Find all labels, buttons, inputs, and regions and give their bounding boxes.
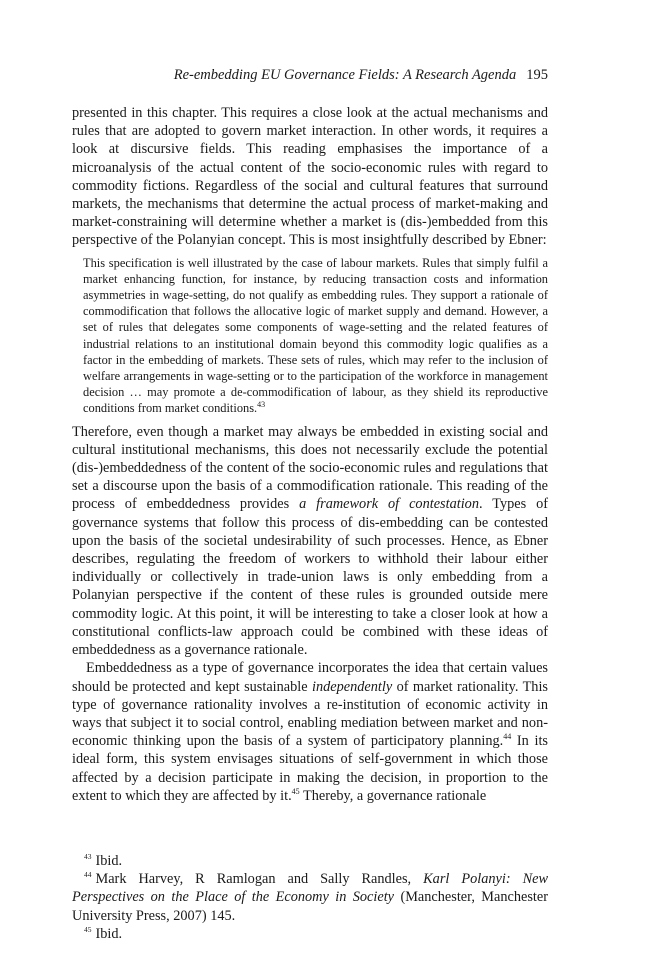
footnote-number: 45 bbox=[84, 925, 92, 935]
footnote-ref-45: 45 bbox=[291, 786, 300, 796]
running-header bbox=[72, 66, 548, 84]
footnote-text-pre: Mark Harvey, R Ramlogan and Sally Randles, bbox=[95, 871, 424, 888]
footnote-45 bbox=[72, 925, 548, 943]
quote-text: This specification is well illustrated by the case of labour markets. Rules that simply fulfil a market enhancing function, for instance, by reducing transaction costs and information asymmetries in wage-setting, do not qualify as embedding rules. They support a rationale of commodification that follows the allocative logic of market supply and demand. However, a set of rules that delegates some components of wage-setting and the related features of industrial relations to an institutional domain beyond this commodity logic qualifies as a factor in the embedding of markets. These sets of rules, which may refer to the inclusion of welfare arrangements in wage-setting or to the participation of the workforce in management decision … may promote a de-commodification of labour, as they shield its reproductive conditions from market conditions. bbox=[83, 255, 548, 416]
footnote-text: Ibid. bbox=[95, 853, 123, 869]
footnote-43 bbox=[72, 852, 548, 870]
main-text bbox=[72, 104, 548, 805]
block-quote bbox=[83, 255, 548, 417]
paragraph-2 bbox=[72, 423, 548, 660]
footnote-ref-43: 43 bbox=[257, 400, 266, 410]
footnote-number: 44 bbox=[84, 870, 92, 880]
running-title: Re-embedding EU Governance Fields: A Research Agenda bbox=[173, 67, 517, 83]
paragraph-2-part-1: Therefore, even though a market may always be embedded in existing social and cultural institutional mechanisms, this does not necessarily exclude the potential (dis-)embeddedness of the content of the socio-economic rules and regulations that set a discourse upon the basis of a commodification rationale. This reading of the process of embeddedness provides bbox=[72, 423, 548, 513]
footnote-book-title: Karl Polanyi: New Perspectives on the Place of the Economy in Society bbox=[72, 871, 548, 906]
footnotes bbox=[72, 852, 548, 943]
paragraph-2-emphasis: a framework of contestation bbox=[299, 496, 479, 513]
page-number: 195 bbox=[526, 67, 548, 83]
paragraph-3-part-1: Embeddedness as a type of governance incorporates the idea that certain values should be protected and kept sustainable bbox=[72, 660, 548, 695]
paragraph-3 bbox=[72, 659, 548, 805]
footnote-ref-44: 44 bbox=[503, 732, 512, 742]
paragraph-1: presented in this chapter. This requires a close look at the actual mechanisms and rules that are adopted to govern market interaction. In other words, it requires a look at discursive fields. This reading emphasises the importance of a microanalysis of the actual content of the socio-economic rules with regard to commodity fictions. Regardless of the social and cultural features that surround markets, the mechanisms that determine the actual process of market-making and market-constraining will determine whether a market is (dis-)embedded from this perspective of the Polanyian concept. This is most insightfully described by Ebner: bbox=[72, 105, 548, 249]
paragraph-3-part-3: In its ideal form, this system envisages situations of self-government in which those affected by a decision participate in making the decision, in proportion to the extent to which they are affected by it. bbox=[72, 733, 548, 804]
paragraph-3-part-2: of market rationality. This type of governance rationality involves a re-institution of economic activity in ways that subject it to social control, enabling mediation between market and non-economic thinking upon the basis of a system of participatory planning. bbox=[72, 678, 548, 750]
paragraph-3-part-4: Thereby, a governance rationale bbox=[299, 787, 487, 804]
footnote-44 bbox=[72, 870, 548, 925]
footnote-number: 43 bbox=[84, 852, 92, 862]
paragraph-2-part-2: . Types of governance systems that follow this process of dis-embedding can be contested upon the basis of the societal undesirability of such processes. Hence, as Ebner describes, regulating the freedom of workers to withhold their labour either individually or collectively in trade-union laws is only embedding from a Polanyian perspective if the content of these rules is grounded outside mere commodity logic. At this point, it will be interesting to take a closer look at how a constitutional conflicts-law approach could be combined with these ideas of embeddedness as a governance rationale. bbox=[72, 496, 548, 659]
footnote-text-post: (Manchester, Manchester University Press, 2007) 145. bbox=[72, 889, 548, 924]
footnote-text: Ibid. bbox=[95, 925, 123, 942]
paragraph-3-emphasis: independently bbox=[312, 678, 393, 695]
